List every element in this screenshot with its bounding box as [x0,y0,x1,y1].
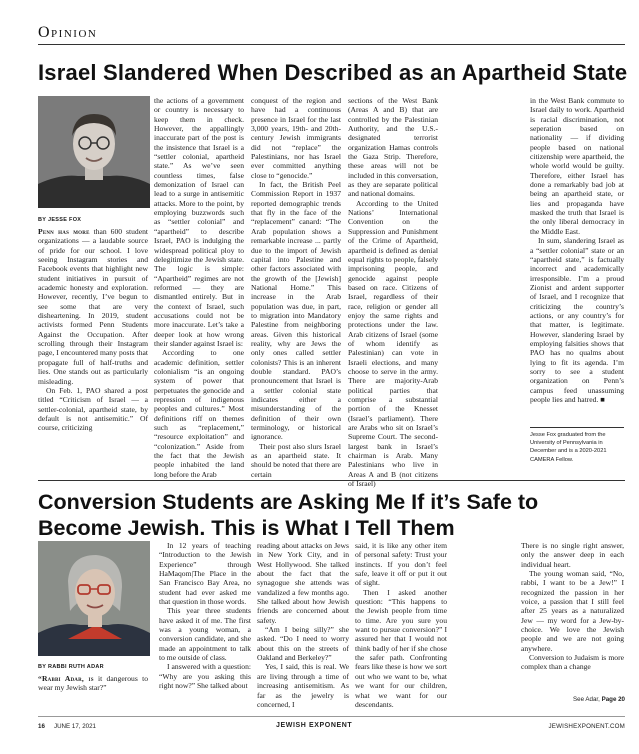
article-1-column-4 [348,96,438,489]
lead-in: “Rabbi Adar, is [38,674,94,683]
continued-on-page-link[interactable] [573,696,625,703]
paragraph: said, it is like any other item of personal safety: Trust your instincts. If you don’t feel safe, leave it off or put it out of sight. [355,541,447,588]
jump-page: Page 20 [601,696,625,703]
article-2-column-3 [257,541,349,713]
paragraph: There is no single right answer, only the answer deep in each individual heart. [521,541,624,569]
lead-in: Penn has more [38,227,90,236]
article-1-column-5 [530,96,624,422]
article-2-column-4 [355,541,447,713]
paragraph: Yes, I said, this is real. We are living through a time of increasing antisemitism. As far as the jewelry is concerned, I [257,662,349,709]
section-rule [38,44,625,45]
paragraph: According to the United Nations’ International Convention on the Suppression and Punishment of the Crime of Apartheid, apartheid is defined as denial equal rights to people, falsely imprisoning people, and genocide against people based on race. Citizens of Israel, regardless of their race, religion or gender all enjoy the same rights and protections under the law. Arab citizens of Israel (some of whom identify as Palestinian) can vote in Israeli elections, and many choose to serve in the army. There are majority-Arab political parties that comprise a substantial portion of the Knesset (Israel’s parliament). There are Arabs who sit on Israel’s Supreme Court. The second-largest bank in Israel’s chairman is Arab. Many Palestinians who live in Areas A and B (not citizens of Israel) [348,198,438,489]
paragraph: “Am I being silly?” she asked. “Do I need to worry about this on the streets of Oakland and Berkeley?” [257,625,349,663]
paragraph: reading about attacks on Jews in New York City, and in West Hollywood. She talked about the fact that the synagogue she attends was vandalized a few months ago. She talked about how Jewish friends are concerned about safety. [257,541,349,625]
paragraph: I answered with a question: “Why are you asking this right now?” She talked about [159,662,251,691]
section-label: Opinion [38,24,98,41]
paragraph: sections of the West Bank (Areas A and B) that are controlled by the Palestinian Authority, and the U.S.-designated terrorist organization Hamas controls the Gaza Strip. Therefore, these areas will not be included in this conversation, as they are separate political and national domains. [348,96,438,199]
paragraph: In 12 years of teaching “Introduction to the Jewish Experience” through HaMaqom|The Place in the San Francisco Bay Area, no student had ever asked me that question in those words. [159,541,251,607]
article-1-byline: BY JESSE FOX [38,217,82,223]
paragraph: In sum, slandering Israel as a “settler colonial” state or an “apartheid state,” is factually incorrect and academically irresponsible. I’m a proud Zionist and ardent supporter of Israel, and I recognize that criticizing the country’s actions, or any country’s for that matter, is legitimate. However, slandering Israel by employing falsities shows that PAO has no qualms about lying to fit its agenda. I’m sorry to see a student organization on Penn’s campus feed unassuming people lies and hatred. ■ [530,236,624,404]
author-photo-jesse-fox [38,96,150,208]
page-footer [38,716,625,738]
article-2-headline: Conversion Students are Asking Me If it’s Safe to Become Jewish. This is What I Tell Them [38,490,539,540]
author-bio: Jesse Fox graduated from the University of Pennsylvania in December and is a 2020-2021 CAMERA Fellow. [530,427,624,464]
website-url[interactable]: JEWISHEXPONENT.COM [548,723,625,730]
article-1-lead-paragraph: Penn has more than 600 student organizations — a laudable source of pride for our school. I love seeing Instagram stories and Facebook events that highlight new student initiatives in pursuit of academic honesty and exploration. However, recently, I’ve begun to see some that are very disheartening. In 2019, student activists formed Penn Students Against the Occupation. After scrolling through their Instagram page, I encountered many posts that propagate full of half-truths and lies. One stands out as particularly misleading. [38,227,148,386]
paragraph: According to one academic definition, settler colonialism “is an ongoing system of power that perpetuates the genocide and repression of indigenous peoples and cultures.” Most definitions riff on themes such as “replacement,” “resource exploitation” and “colonization.” Aside from the fact that the Jewish people inhabited the land long before the Arab [154,348,244,479]
paragraph: The young woman said, “No, rabbi, I want to be a Jew!” I recognized the passion in her voice, a passion that I still feel after 25 years as a naturalized Jew — my word for a Jew-by-choice. We love the Jewish people and we are not going anywhere. [521,569,624,653]
paragraph: In fact, the British Peel Commission Report in 1937 reported demographic trends that fly in the face of the “replacement” canard: “The Arab population shows a remarkable increase ... partly due to the import of Jewish capital into Palestine and other factors associated with the growth of the [Jewish] National Home.” This increase in the Arab population was due, in part, to migration into Mandatory Palestine from neighboring areas. Given this historical reality, why are Jews the only ones called settler colonists? This is an inherent double standard. PAO’s pronouncement that Israel is a settler colonial state indicates either a misunderstanding of the definition of their own terminology, or historical ignorance. [251,180,341,442]
page-number: 16 [38,723,45,730]
article-2-column-5 [521,541,624,691]
issue-date: JUNE 17, 2021 [54,723,96,730]
paragraph: conquest of the region and have had a continuous presence in Israel for the last 3,000 years, 19th- and 20th-century Jewish immigrants did not “replace” the Palestinians, nor has Israel ever committed anything close to “genocide.” [251,96,341,180]
paragraph: Then I asked another question: “This happens to the Jewish people from time to time. Are you sure you want to pursue conversion?” I assured her that I would not think badly of her if she chose the safer path. Confronting fears like these is how we sort out who we want to be, what we want for our children, what we want for our descendants. [355,587,447,709]
paragraph: the actions of a government or country is necessary to keep them in check. However, the appallingly inaccurate part of the post is the insistence that Israel is a “settler colonial, apartheid state.” As we’ve seen countless times, false demonization of Israel can lead to a surge in antisemitic attacks. More to the point, by employing buzzwords such as “settler colonial” and “apartheid” to describe Israel, PAO is indulging the widespread political ploy to delegitimize the Jewish state. The logic is simple: “Apartheid” regimes are not reformed — they are dismantled entirely. But in the context of Israel, such accusations could not be more inaccurate. Let’s take a deeper look at how wrong their slander against Israel is: [154,96,244,348]
article-1-column-2 [154,96,244,479]
portrait-figure [38,96,150,208]
article-1-column-1 [38,227,148,469]
paragraph: Conversion to Judaism is more complex than a change [521,653,624,672]
author-photo-ruth-adar [38,541,150,656]
paragraph: Their post also slurs Israel as an apartheid state. It should be noted that there are certain [251,441,341,479]
article-2-column-1 [38,674,148,714]
portrait-figure [38,541,150,656]
jump-prefix: See Adar, [573,696,600,703]
paragraph: On Feb. 1, PAO shared a post titled “Criticism of Israel — a settler-colonial, apartheid state, by default is not antisemitic.” Of course, criticizing [38,385,148,433]
paragraph: This year three students have asked it of me. The first was a young woman, a conversion candidate, and she made an appointment to talk to me outside of class. [159,606,251,663]
article-1-headline: Israel Slandered When Described as an Apartheid State [38,60,628,85]
section-divider [38,480,625,481]
article-2-lead-paragraph: “Rabbi Adar, is it dangerous to wear my Jewish star?” [38,674,149,693]
article-2-column-2 [159,541,251,713]
publication-name: JEWISH EXPONENT [276,722,353,729]
article-1-column-3 [251,96,341,479]
paragraph: in the West Bank commute to Israel daily to work. Apartheid is racial discrimination, not seperation based on nationality — if dividing people based on national citizenship were apartheid, the whole world would be guilty. Therefore, either Israel has done a remarkably bad job at being an apartheid state, or lies and propaganda have masked the truth that Israel is the only liberal democracy in the Middle East. [530,96,624,236]
article-2-byline: BY RABBI RUTH ADAR [38,664,104,670]
